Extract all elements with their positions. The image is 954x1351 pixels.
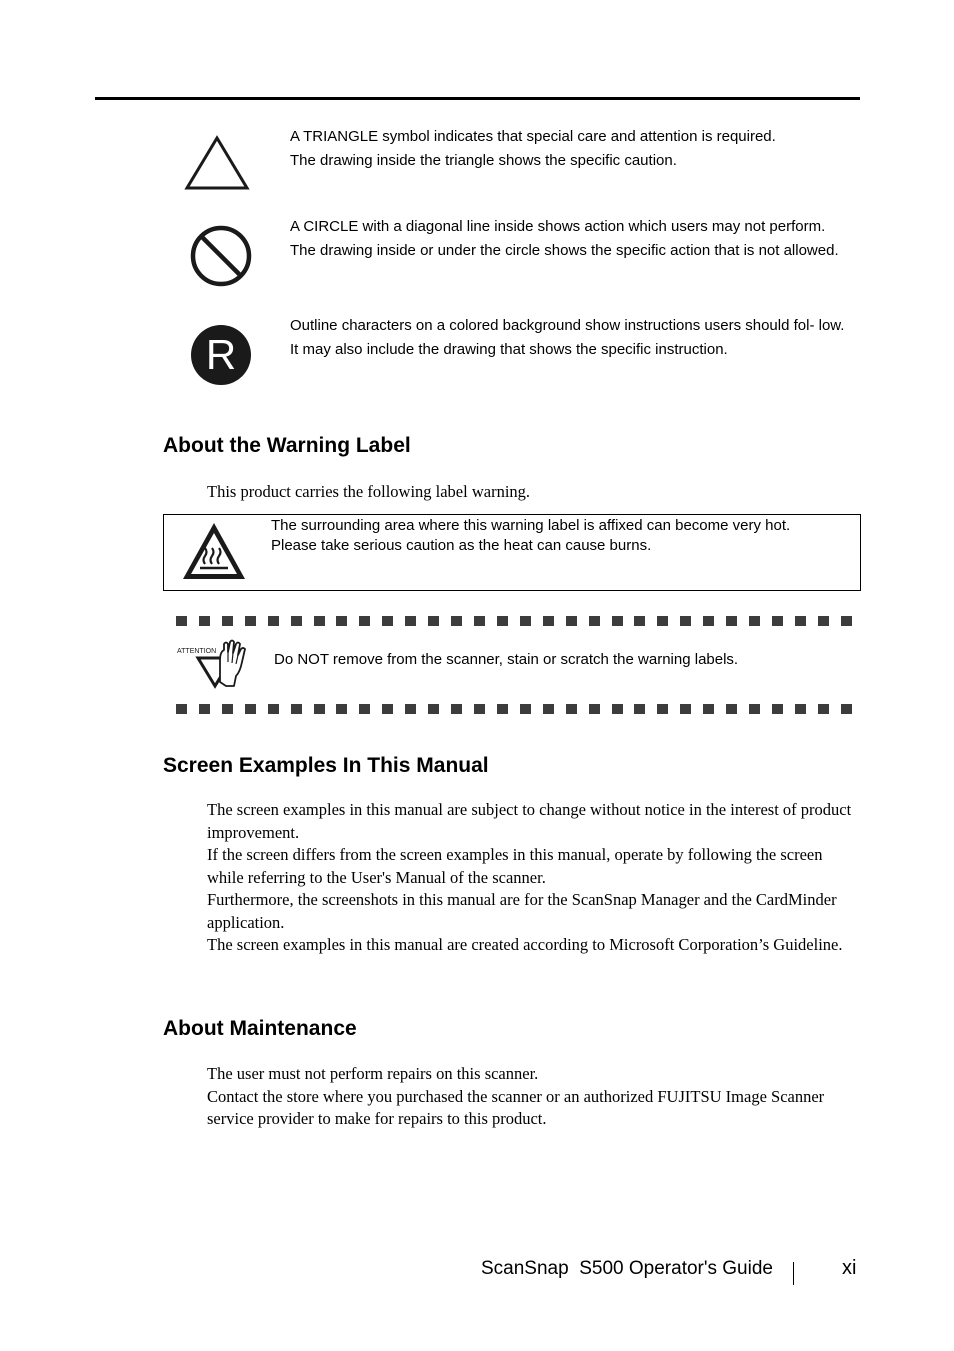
attention-bottom-border [176, 704, 852, 714]
dash-segment [405, 704, 416, 714]
dash-segment [176, 704, 187, 714]
attention-hand-icon [176, 638, 258, 690]
maintenance-body [207, 1063, 827, 1131]
dash-segment [359, 704, 370, 714]
dash-segment [543, 616, 554, 626]
dash-segment [657, 616, 668, 626]
dash-segment [772, 704, 783, 714]
screen-examples-line-1: The screen examples in this manual are subject to change without notice in the interest of product improvement. [207, 800, 852, 842]
dash-segment [749, 704, 760, 714]
instruction-letter: R [205, 331, 237, 378]
dash-segment [566, 704, 577, 714]
dash-segment [520, 616, 531, 626]
dash-segment [680, 616, 691, 626]
dash-segment [841, 704, 852, 714]
triangle-line-2: The drawing inside the triangle shows the specific caution. [290, 152, 677, 169]
dash-segment [245, 616, 256, 626]
dash-segment [291, 616, 302, 626]
dash-segment [726, 704, 737, 714]
footer-title: ScanSnap S500 Operator's Guide [481, 1258, 773, 1279]
instruction-description [290, 315, 855, 363]
screen-examples-line-4: The screen examples in this manual are created according to Microsoft Corporation’s Guideline. [207, 935, 843, 954]
warning-label-box [163, 514, 861, 591]
screen-examples-line-2: If the screen differs from the screen examples in this manual, operate by following the screen while referring to the User's Manual of the scanner. [207, 845, 823, 887]
attention-text: Do NOT remove from the scanner, stain or scratch the warning labels. [274, 651, 739, 668]
circle-line-2: The drawing inside or under the circle shows the specific action that is not allowed. [290, 242, 839, 259]
dash-segment [222, 616, 233, 626]
dash-segment [680, 704, 691, 714]
dash-segment [222, 704, 233, 714]
dash-segment [818, 616, 829, 626]
warning-box-line-2: Please take serious caution as the heat can cause burns. [271, 536, 652, 554]
dash-segment [199, 616, 210, 626]
circle-description [290, 216, 865, 264]
footer-separator [793, 1262, 794, 1285]
dash-segment [359, 616, 370, 626]
triangle-description [290, 126, 865, 174]
warning-box-text [271, 516, 790, 555]
dash-segment [428, 704, 439, 714]
prohibited-circle-icon [188, 224, 254, 290]
page-number: xi [842, 1257, 857, 1279]
dash-segment [474, 616, 485, 626]
dash-segment [749, 616, 760, 626]
dash-segment [566, 616, 577, 626]
dash-segment [795, 616, 806, 626]
dash-segment [451, 704, 462, 714]
dash-segment [703, 616, 714, 626]
dash-segment [703, 704, 714, 714]
dash-segment [520, 704, 531, 714]
dash-segment [268, 704, 279, 714]
dash-segment [543, 704, 554, 714]
top-rule [95, 97, 860, 100]
dash-segment [291, 704, 302, 714]
warning-label-intro: This product carries the following label warning. [207, 482, 531, 501]
maintenance-line-2: Contact the store where you purchased the scanner or an authorized FUJITSU Image Scanner service provider to make for repairs to this product. [207, 1086, 825, 1128]
screen-examples-line-3: Furthermore, the screenshots in this manual are for the ScanSnap Manager and the CardMinder application. [207, 890, 837, 932]
dash-segment [589, 704, 600, 714]
dash-segment [382, 704, 393, 714]
dash-segment [474, 704, 485, 714]
warning-label-heading: About the Warning Label [163, 434, 411, 457]
hot-surface-warning-icon [180, 520, 248, 582]
circle-line-1: A CIRCLE with a diagonal line inside shows action which users may not perform. [290, 218, 826, 235]
dash-segment [199, 704, 210, 714]
dash-segment [497, 704, 508, 714]
instruction-line-1: Outline characters on a colored background show instructions users should fol- low. [290, 317, 845, 334]
dash-segment [795, 704, 806, 714]
dash-segment [314, 616, 325, 626]
dash-segment [612, 616, 623, 626]
screen-examples-heading: Screen Examples In This Manual [163, 754, 489, 777]
maintenance-heading: About Maintenance [163, 1017, 357, 1040]
dash-segment [451, 616, 462, 626]
caution-triangle-icon [184, 134, 250, 192]
dash-segment [497, 616, 508, 626]
screen-examples-body [207, 799, 862, 957]
dash-segment [589, 616, 600, 626]
instruction-r-icon [190, 324, 252, 386]
dash-segment [176, 616, 187, 626]
dash-segment [818, 704, 829, 714]
dash-segment [336, 616, 347, 626]
attention-icon-label: ATTENTION [177, 648, 217, 655]
dash-segment [772, 616, 783, 626]
dash-segment [841, 616, 852, 626]
dash-segment [382, 616, 393, 626]
dash-segment [405, 616, 416, 626]
warning-box-line-1: The surrounding area where this warning label is affixed can become very hot. [271, 517, 791, 534]
dash-segment [634, 704, 645, 714]
dash-segment [657, 704, 668, 714]
dash-segment [268, 616, 279, 626]
dash-segment [336, 704, 347, 714]
dash-segment [245, 704, 256, 714]
triangle-line-1: A TRIANGLE symbol indicates that special care and attention is required. [290, 128, 776, 145]
dash-segment [314, 704, 325, 714]
attention-top-border [176, 616, 852, 626]
dash-segment [726, 616, 737, 626]
dash-segment [428, 616, 439, 626]
dash-segment [634, 616, 645, 626]
instruction-line-2: It may also include the drawing that shows the specific instruction. [290, 341, 728, 358]
maintenance-line-1: The user must not perform repairs on this scanner. [207, 1064, 539, 1083]
dash-segment [612, 704, 623, 714]
